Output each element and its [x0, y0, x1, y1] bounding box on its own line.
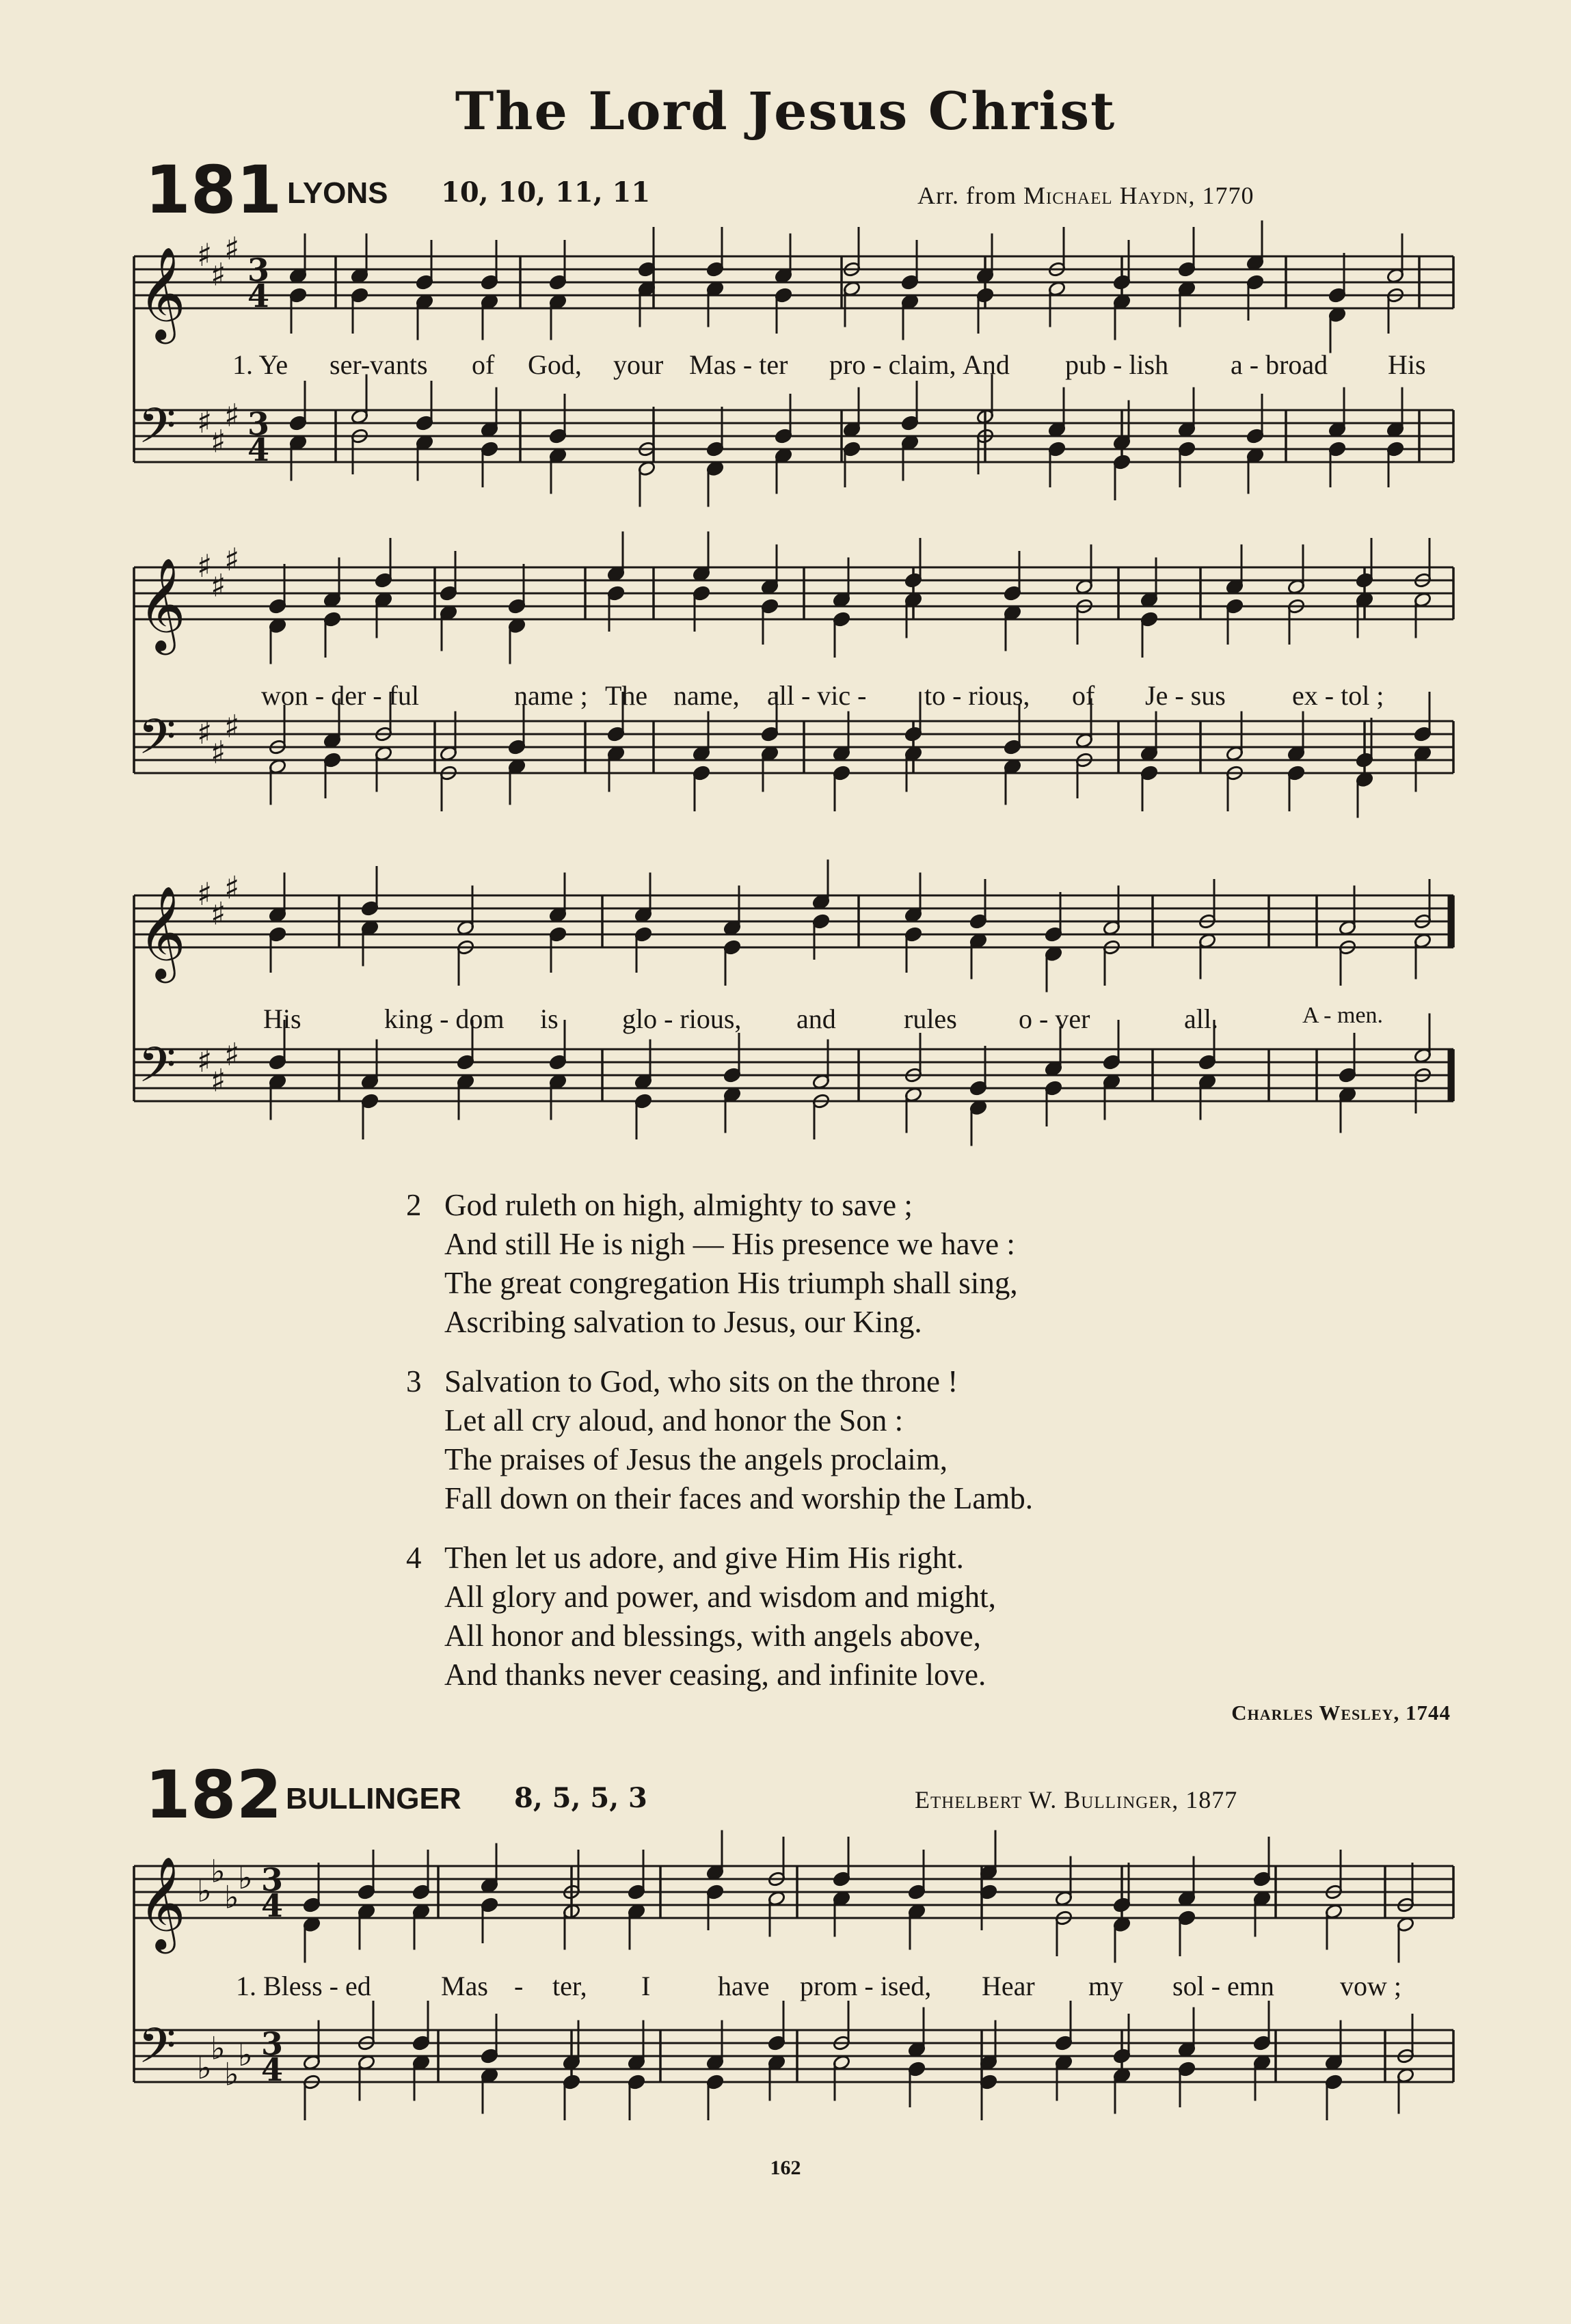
lyric-syllable: vow ;	[1340, 1971, 1401, 2001]
time-signature-top: 3	[261, 1861, 284, 1898]
verse-line: All glory and power, and wisdom and might,	[444, 1580, 996, 1614]
lyric-syllable: is	[540, 1003, 559, 1034]
tune-name-182: BULLINGER	[286, 1782, 461, 1815]
lyric-syllable: -	[514, 1971, 524, 2001]
bass-clef-icon: 𝄢	[138, 2018, 176, 2086]
sharp-icon: ♯	[197, 237, 213, 273]
composer-credit-181	[917, 181, 1254, 210]
composer-credit-182: Ethelbert W. Bullinger, 1877	[915, 1786, 1238, 1813]
lyric-syllable: sol - emn	[1172, 1971, 1274, 2001]
verse-3	[406, 1362, 1034, 1518]
verse-line: All honor and blessings, with angels above,	[444, 1619, 981, 1653]
sharp-icon: ♯	[224, 1036, 240, 1073]
lyric-syllable: Je - sus	[1145, 680, 1226, 711]
composer-181: Michael Haydn, 1770	[1023, 182, 1254, 209]
sharp-icon: ♯	[224, 707, 240, 745]
lyric-syllable: your	[613, 349, 664, 380]
bass-clef-icon: 𝄢	[138, 398, 176, 466]
author-credit-181: Charles Wesley, 1744	[1231, 1701, 1451, 1725]
time-signature-bottom: 4	[261, 1887, 284, 1924]
lyric-syllable: name ;	[514, 680, 588, 711]
lyric-syllable: pro - claim,	[829, 349, 956, 380]
section-title: The Lord Jesus Christ	[455, 81, 1116, 141]
verse-line: Then let us adore, and give Him His right.	[444, 1541, 964, 1575]
verse-number: 3	[406, 1364, 422, 1399]
hymn-number-181: 181	[145, 152, 282, 228]
lyric-syllable: 1. Ye	[232, 349, 288, 380]
sharp-icon: ♯	[197, 876, 213, 913]
flat-icon: ♭	[238, 2036, 253, 2073]
bass-clef-icon: 𝄢	[138, 1037, 176, 1105]
lyric-syllable: Mas - ter	[689, 349, 788, 380]
verse-2	[406, 1186, 1018, 1342]
verse-line: The praises of Jesus the angels proclaim,	[444, 1442, 948, 1476]
flat-icon: ♭	[224, 2055, 239, 2093]
lyric-syllable: name,	[673, 680, 740, 711]
sharp-icon: ♯	[224, 541, 240, 578]
lyric-syllable: A - men.	[1302, 1003, 1384, 1028]
lyric-syllable: won - der - ful	[261, 680, 420, 711]
verse-line: God ruleth on high, almighty to save ;	[444, 1188, 913, 1222]
verse-line: Let all cry aloud, and honor the Son :	[444, 1403, 904, 1437]
lyric-syllable: ex - tol ;	[1292, 680, 1384, 711]
lyric-syllable: prom - ised,	[800, 1971, 932, 2001]
verse-line: Ascribing salvation to Jesus, our King.	[444, 1305, 922, 1339]
lyric-syllable: The	[605, 680, 648, 711]
bass-clef-icon: 𝄢	[138, 709, 176, 777]
sharp-icon: ♯	[211, 422, 226, 460]
lyric-syllable: His	[1388, 349, 1426, 380]
lyric-syllable: of	[472, 349, 495, 380]
verse-line: And thanks never ceasing, and infinite love.	[444, 1658, 986, 1692]
treble-clef-icon: 𝄞	[138, 556, 186, 651]
page-number: 162	[770, 2157, 801, 2179]
lyric-syllable: all - vic -	[767, 680, 867, 711]
lyric-syllable: all.	[1184, 1003, 1218, 1034]
sharp-icon: ♯	[211, 256, 226, 293]
sharp-icon: ♯	[197, 714, 213, 751]
sharp-icon: ♯	[224, 230, 240, 267]
lyric-syllable: and	[796, 1003, 836, 1034]
composer-prefix-181: Arr. from	[917, 182, 1017, 209]
time-signature-bottom: 4	[247, 431, 270, 468]
lyric-syllable: glo - rious,	[622, 1003, 742, 1034]
time-signature-top: 3	[261, 2025, 284, 2062]
lyric-syllable: And	[963, 349, 1010, 380]
lyric-syllable: Hear	[982, 1971, 1035, 2001]
meter-182: 8, 5, 5, 3	[514, 1782, 647, 1814]
sharp-icon: ♯	[224, 869, 240, 906]
verse-4	[406, 1539, 996, 1694]
lyric-syllable: have	[718, 1971, 770, 2001]
treble-clef-icon: 𝄞	[138, 245, 186, 340]
sharp-icon: ♯	[197, 403, 213, 440]
music-system-181-3	[134, 869, 1453, 1128]
lyric-syllable: I	[641, 1971, 651, 2001]
verse-number: 4	[406, 1541, 422, 1575]
flat-icon: ♭	[197, 2049, 212, 2086]
lyric-syllable: of	[1072, 680, 1095, 711]
tune-name-181: LYONS	[287, 176, 388, 210]
time-signature-bottom: 4	[261, 2051, 284, 2088]
verse-number: 2	[406, 1188, 422, 1222]
lyric-syllable: to - rious,	[924, 680, 1030, 711]
lyric-syllable: Mas	[441, 1971, 488, 2001]
sharp-icon: ♯	[211, 895, 226, 932]
lyric-syllable: rules	[904, 1003, 957, 1034]
lyric-syllable: His	[263, 1003, 301, 1034]
flat-icon: ♭	[211, 1852, 226, 1890]
flat-icon: ♭	[224, 1878, 239, 1916]
flat-icon: ♭	[211, 2029, 226, 2067]
treble-clef-icon: 𝄞	[138, 884, 186, 979]
lyric-syllable: 1. Bless - ed	[236, 1971, 371, 2001]
lyric-syllable: my	[1088, 1971, 1124, 2001]
flat-icon: ♭	[238, 1859, 253, 1896]
lyric-syllable: king - dom	[384, 1003, 505, 1034]
lyric-syllable: God,	[528, 349, 582, 380]
time-signature-top: 3	[247, 252, 270, 288]
sharp-icon: ♯	[211, 1062, 226, 1099]
sharp-icon: ♯	[211, 733, 226, 771]
hymn-number-182: 182	[145, 1757, 282, 1833]
lyric-syllable: pub - lish	[1065, 349, 1169, 380]
verse-line: Salvation to God, who sits on the throne !	[444, 1364, 958, 1399]
lyric-syllable: o - ver	[1019, 1003, 1090, 1034]
lyric-syllable: a - broad	[1231, 349, 1328, 380]
sharp-icon: ♯	[211, 567, 226, 604]
verse-line: Fall down on their faces and worship the Lamb.	[444, 1481, 1034, 1515]
sharp-icon: ♯	[197, 1042, 213, 1079]
verse-line: The great congregation His triumph shall sing,	[444, 1266, 1018, 1300]
meter-181: 10, 10, 11, 11	[441, 176, 651, 208]
sharp-icon: ♯	[197, 548, 213, 584]
lyric-syllable: ser-vants	[330, 349, 428, 380]
lyric-syllable: ter,	[552, 1971, 587, 2001]
time-signature-top: 3	[247, 405, 270, 442]
treble-clef-icon: 𝄞	[138, 1855, 186, 1949]
sharp-icon: ♯	[224, 396, 240, 434]
time-signature-bottom: 4	[247, 278, 270, 314]
verse-line: And still He is nigh — His presence we have :	[444, 1227, 1015, 1261]
flat-icon: ♭	[197, 1872, 212, 1909]
